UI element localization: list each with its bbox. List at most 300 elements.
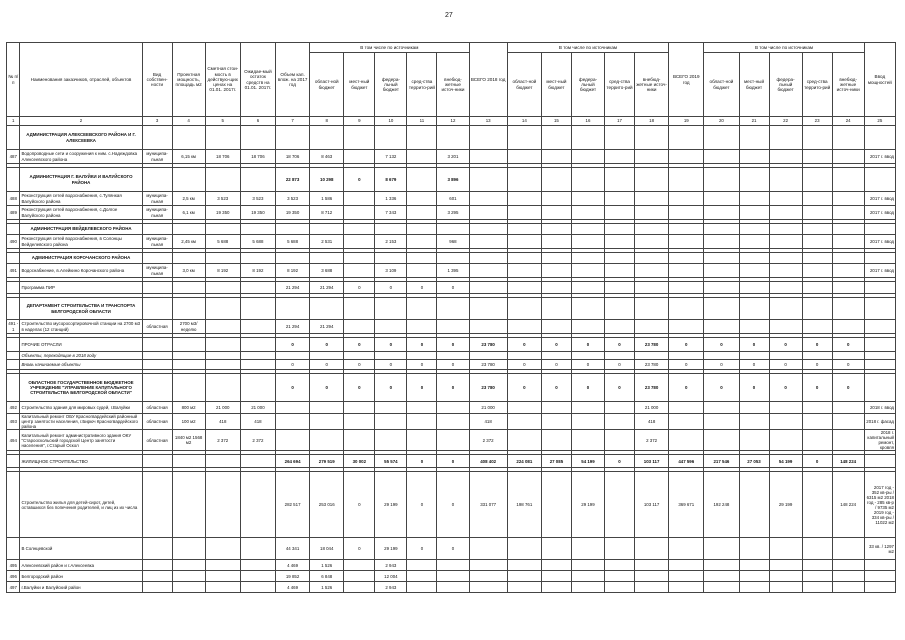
- cell-col-18: [635, 253, 669, 264]
- ownership-cell: [142, 282, 172, 294]
- column-number: 5: [205, 117, 240, 126]
- row-number-cell: [7, 282, 20, 294]
- row-number-cell: 489: [7, 206, 20, 220]
- cell-col-23: 0: [802, 360, 832, 370]
- capacity-cell: 800 м2: [172, 402, 205, 414]
- cell-col-9: [344, 298, 375, 320]
- cell-col-14: [507, 253, 541, 264]
- cell-col-21: [739, 282, 769, 294]
- table-row: [7, 150, 896, 164]
- cell-col-22: [769, 235, 802, 249]
- capacity-cell: [172, 224, 205, 235]
- capacity-cell: [172, 374, 205, 402]
- cell-col-12: 0: [437, 360, 469, 370]
- row-number-cell: 496: [7, 571, 20, 582]
- cell-col-24: [832, 582, 864, 593]
- row-number-cell: 497: [7, 582, 20, 593]
- cell-col-13: [469, 235, 507, 249]
- cell-col-14: [507, 352, 541, 360]
- capacity-cell: [172, 352, 205, 360]
- cell-col-20: [704, 571, 739, 582]
- cell-col-8: 21 294: [310, 282, 344, 294]
- capacity-cell: 2700 м3/ неделю: [172, 320, 205, 334]
- cell-col-5: [205, 352, 240, 360]
- cell-col-13: 23 780: [469, 360, 507, 370]
- cell-col-14: [507, 571, 541, 582]
- cell-col-15: [541, 560, 571, 571]
- cell-col-12: [437, 320, 469, 334]
- cell-col-13: [469, 206, 507, 220]
- column-number: 23: [802, 117, 832, 126]
- cell-col-23: [802, 150, 832, 164]
- cell-col-19: 0: [669, 360, 704, 370]
- cell-col-8: [310, 402, 344, 414]
- cell-col-23: 0: [802, 455, 832, 468]
- cell-col-8: 8 712: [310, 206, 344, 220]
- cell-col-20: [704, 582, 739, 593]
- column-number: 10: [375, 117, 407, 126]
- table-row: [7, 402, 896, 414]
- cell-col-16: [571, 414, 604, 430]
- cell-col-12: [437, 126, 469, 150]
- cell-col-12: [437, 402, 469, 414]
- row-number-cell: 493: [7, 414, 20, 430]
- cell-col-5: [205, 538, 240, 560]
- cell-col-17: [605, 264, 635, 278]
- cell-col-21: [739, 320, 769, 334]
- cell-col-9: [344, 414, 375, 430]
- cell-col-5: [205, 168, 240, 192]
- ownership-cell: областная: [142, 320, 172, 334]
- cell-col-16: [571, 168, 604, 192]
- investment-table-sheet: [6, 42, 896, 593]
- cell-col-13: [469, 264, 507, 278]
- capacity-cell: 1840 м2 1568 м2: [172, 430, 205, 451]
- cell-col-20: [704, 402, 739, 414]
- cell-col-19: [669, 126, 704, 150]
- cell-col-20: [704, 192, 739, 206]
- cell-col-7: 4 469: [276, 560, 310, 571]
- cell-col-15: [541, 414, 571, 430]
- cell-col-12: 0: [437, 538, 469, 560]
- cell-col-16: [571, 224, 604, 235]
- cell-col-21: [739, 352, 769, 360]
- cell-col-14: [507, 402, 541, 414]
- ownership-cell: [142, 360, 172, 370]
- cell-col-17: [605, 192, 635, 206]
- commissioning-cell: 2017 г. ввод: [864, 264, 895, 278]
- cell-col-20: 0: [704, 374, 739, 402]
- cell-col-15: [541, 235, 571, 249]
- commissioning-cell: [864, 360, 895, 370]
- cell-col-22: 0: [769, 374, 802, 402]
- cell-col-10: [375, 224, 407, 235]
- cell-col-13: [469, 538, 507, 560]
- cell-col-20: [704, 414, 739, 430]
- cell-col-14: [507, 168, 541, 192]
- cell-col-11: 0: [407, 282, 437, 294]
- cell-col-16: [571, 282, 604, 294]
- cell-col-11: [407, 571, 437, 582]
- cell-col-13: [469, 126, 507, 150]
- cell-col-7: [276, 352, 310, 360]
- cell-col-18: 2 372: [635, 430, 669, 451]
- row-name-cell: Реконструкция сетей водоснабжения, с.Долгое Валуйского района: [20, 206, 142, 220]
- table-row: [7, 338, 896, 352]
- cell-col-23: [802, 264, 832, 278]
- cell-col-7: 0: [276, 374, 310, 402]
- cell-col-24: [832, 571, 864, 582]
- ownership-cell: областная: [142, 414, 172, 430]
- cell-col-6: [240, 538, 275, 560]
- cell-col-24: [832, 414, 864, 430]
- cell-col-6: [240, 582, 275, 593]
- cell-col-16: [571, 402, 604, 414]
- cell-col-17: [605, 168, 635, 192]
- table-row: [7, 352, 896, 360]
- cell-col-17: 0: [605, 374, 635, 402]
- cell-col-8: [310, 224, 344, 235]
- cell-col-5: 5 688: [205, 235, 240, 249]
- cell-col-17: [605, 253, 635, 264]
- cell-col-21: [739, 560, 769, 571]
- cell-col-5: 21 000: [205, 402, 240, 414]
- cell-col-21: [739, 582, 769, 593]
- cell-col-15: [541, 538, 571, 560]
- cell-col-11: [407, 320, 437, 334]
- cell-col-8: [310, 430, 344, 451]
- cell-col-6: [240, 360, 275, 370]
- cell-col-20: [704, 538, 739, 560]
- cell-col-12: [437, 571, 469, 582]
- cell-col-5: [205, 224, 240, 235]
- column-number: 18: [635, 117, 669, 126]
- cell-col-16: [571, 253, 604, 264]
- row-number-cell: [7, 352, 20, 360]
- cell-col-8: 0: [310, 360, 344, 370]
- cell-col-10: 2 943: [375, 560, 407, 571]
- cell-col-12: 0: [437, 455, 469, 468]
- cell-col-19: [669, 320, 704, 334]
- cell-col-7: 22 873: [276, 168, 310, 192]
- header-estimated-cost: Сметная стои-мость в действую-щих ценах на 01.01. 2017г.: [205, 43, 240, 117]
- cell-col-17: 0: [605, 360, 635, 370]
- cell-col-12: [437, 253, 469, 264]
- cell-col-11: [407, 224, 437, 235]
- cell-col-15: 0: [541, 360, 571, 370]
- cell-col-7: 3 523: [276, 192, 310, 206]
- cell-col-22: [769, 560, 802, 571]
- cell-col-10: [375, 414, 407, 430]
- cell-col-5: 3 523: [205, 192, 240, 206]
- cell-col-23: [802, 320, 832, 334]
- cell-col-14: [507, 282, 541, 294]
- cell-col-17: [605, 571, 635, 582]
- cell-col-24: [832, 253, 864, 264]
- commissioning-cell: [864, 126, 895, 150]
- row-number-cell: [7, 126, 20, 150]
- ownership-cell: муниципа-льная: [142, 206, 172, 220]
- cell-col-17: [605, 320, 635, 334]
- commissioning-cell: [864, 374, 895, 402]
- commissioning-cell: 2017 г. ввод: [864, 192, 895, 206]
- row-name-cell: Вновь начинаемые объекты: [20, 360, 142, 370]
- table-body: [7, 126, 896, 593]
- cell-col-7: 44 341: [276, 538, 310, 560]
- table-row: [7, 168, 896, 192]
- cell-col-21: [739, 538, 769, 560]
- cell-col-9: [344, 235, 375, 249]
- cell-col-13: 23 780: [469, 338, 507, 352]
- column-number: 22: [769, 117, 802, 126]
- cell-col-18: [635, 150, 669, 164]
- cell-col-6: [240, 374, 275, 402]
- cell-col-14: [507, 126, 541, 150]
- cell-col-10: 3 109: [375, 264, 407, 278]
- row-number-cell: 488: [7, 192, 20, 206]
- header-row-1: [7, 43, 896, 53]
- column-number: 9: [344, 117, 375, 126]
- ownership-cell: [142, 582, 172, 593]
- cell-col-8: 6 848: [310, 571, 344, 582]
- row-name-cell: ЖИЛИЩНОЕ СТРОИТЕЛЬСТВО: [20, 455, 142, 468]
- cell-col-10: 12 004: [375, 571, 407, 582]
- cell-col-22: [769, 352, 802, 360]
- commissioning-cell: [864, 224, 895, 235]
- cell-col-14: 0: [507, 374, 541, 402]
- cell-col-24: [832, 538, 864, 560]
- cell-col-5: [205, 338, 240, 352]
- cell-col-6: [240, 455, 275, 468]
- cell-col-22: [769, 206, 802, 220]
- cell-col-19: [669, 282, 704, 294]
- cell-col-20: [704, 126, 739, 150]
- cell-col-11: [407, 264, 437, 278]
- cell-col-13: 21 000: [469, 402, 507, 414]
- cell-col-22: [769, 582, 802, 593]
- cell-col-21: [739, 430, 769, 451]
- header-regional: област-ной бюджет: [310, 53, 344, 117]
- cell-col-14: [507, 430, 541, 451]
- cell-col-9: [344, 253, 375, 264]
- header-federal: федера-льный бюджет: [769, 53, 802, 117]
- cell-col-19: [669, 582, 704, 593]
- cell-col-7: 18 706: [276, 150, 310, 164]
- cell-col-10: [375, 298, 407, 320]
- header-local: мест-ный бюджет: [739, 53, 769, 117]
- cell-col-13: [469, 224, 507, 235]
- cell-col-22: [769, 264, 802, 278]
- cell-col-19: [669, 235, 704, 249]
- cell-col-24: [832, 560, 864, 571]
- cell-col-17: [605, 472, 635, 538]
- cell-col-13: [469, 150, 507, 164]
- table-row: [7, 253, 896, 264]
- cell-col-15: [541, 168, 571, 192]
- commissioning-cell: [864, 338, 895, 352]
- cell-col-19: 0: [669, 338, 704, 352]
- cell-col-24: [832, 126, 864, 150]
- cell-col-11: 0: [407, 472, 437, 538]
- cell-col-8: 0: [310, 374, 344, 402]
- cell-col-14: 198 761: [507, 472, 541, 538]
- cell-col-12: 1 395: [437, 264, 469, 278]
- cell-col-23: [802, 472, 832, 538]
- cell-col-6: [240, 338, 275, 352]
- cell-col-20: [704, 282, 739, 294]
- column-number: 20: [704, 117, 739, 126]
- table-row: [7, 560, 896, 571]
- cell-col-15: [541, 320, 571, 334]
- cell-col-19: [669, 192, 704, 206]
- cell-col-13: [469, 253, 507, 264]
- row-name-cell: АДМИНИСТРАЦИЯ АЛЕКСЕЕВСКОГО РАЙОНА И Г. АЛЕКСЕЕВКА: [20, 126, 142, 150]
- capacity-cell: [172, 360, 205, 370]
- cell-col-18: [635, 264, 669, 278]
- cell-col-12: [437, 352, 469, 360]
- cell-col-9: [344, 150, 375, 164]
- cell-col-5: [205, 571, 240, 582]
- commissioning-cell: [864, 320, 895, 334]
- column-number: 17: [605, 117, 635, 126]
- cell-col-17: [605, 235, 635, 249]
- cell-col-10: [375, 320, 407, 334]
- header-name: Наименования заказчиков, отраслей, объектов: [20, 43, 142, 117]
- cell-col-20: [704, 320, 739, 334]
- cell-col-11: 0: [407, 374, 437, 402]
- cell-col-19: 369 671: [669, 472, 704, 538]
- cell-col-6: 3 523: [240, 192, 275, 206]
- row-number-cell: 490: [7, 235, 20, 249]
- cell-col-23: [802, 126, 832, 150]
- commissioning-cell: [864, 168, 895, 192]
- cell-col-24: [832, 150, 864, 164]
- cell-col-19: 447 596: [669, 455, 704, 468]
- cell-col-22: [769, 414, 802, 430]
- cell-col-20: [704, 352, 739, 360]
- commissioning-cell: 2018 г. фасад: [864, 414, 895, 430]
- cell-col-16: [571, 352, 604, 360]
- cell-col-14: [507, 206, 541, 220]
- cell-col-20: [704, 264, 739, 278]
- cell-col-22: [769, 126, 802, 150]
- row-name-cell: Строительство жилья для детей-сирот, детей, оставшихся без попечения родителей, и лиц из их числа: [20, 472, 142, 538]
- cell-col-23: [802, 582, 832, 593]
- capacity-cell: [172, 126, 205, 150]
- cell-col-21: [739, 571, 769, 582]
- cell-col-19: [669, 168, 704, 192]
- cell-col-19: [669, 150, 704, 164]
- table-row: [7, 224, 896, 235]
- cell-col-10: 0: [375, 282, 407, 294]
- cell-col-11: [407, 192, 437, 206]
- cell-col-24: 148 224: [832, 472, 864, 538]
- cell-col-22: 0: [769, 360, 802, 370]
- header-group-2018: В том числе по источникам: [507, 43, 668, 53]
- capacity-cell: [172, 298, 205, 320]
- row-number-cell: [7, 253, 20, 264]
- cell-col-10: 55 574: [375, 455, 407, 468]
- commissioning-cell: 33 кв. / 1297 м2: [864, 538, 895, 560]
- cell-col-16: [571, 206, 604, 220]
- cell-col-6: [240, 168, 275, 192]
- row-name-cell: В Солнцевской: [20, 538, 142, 560]
- cell-col-9: [344, 430, 375, 451]
- cell-col-9: [344, 352, 375, 360]
- cell-col-9: [344, 192, 375, 206]
- cell-col-17: [605, 150, 635, 164]
- table-row: [7, 235, 896, 249]
- column-number: 11: [407, 117, 437, 126]
- ownership-cell: [142, 168, 172, 192]
- cell-col-22: [769, 320, 802, 334]
- row-number-cell: [7, 374, 20, 402]
- capacity-cell: [172, 253, 205, 264]
- cell-col-12: [437, 224, 469, 235]
- capacity-cell: [172, 560, 205, 571]
- cell-col-7: 4 469: [276, 582, 310, 593]
- cell-col-12: 0: [437, 472, 469, 538]
- cell-col-8: [310, 298, 344, 320]
- header-extrabudget: внебюд-жетные источ-ники: [832, 53, 864, 117]
- capacity-cell: 2,45 км: [172, 235, 205, 249]
- ownership-cell: [142, 126, 172, 150]
- cell-col-15: [541, 352, 571, 360]
- cell-col-15: [541, 571, 571, 582]
- cell-col-18: 103 117: [635, 472, 669, 538]
- ownership-cell: муниципа-льная: [142, 192, 172, 206]
- cell-col-19: [669, 560, 704, 571]
- cell-col-23: [802, 571, 832, 582]
- cell-col-19: [669, 414, 704, 430]
- cell-col-17: 0: [605, 455, 635, 468]
- row-number-cell: [7, 224, 20, 235]
- commissioning-cell: 2017 г. ввод: [864, 150, 895, 164]
- cell-col-23: [802, 253, 832, 264]
- cell-col-9: [344, 582, 375, 593]
- cell-col-6: [240, 126, 275, 150]
- cell-col-9: [344, 571, 375, 582]
- cell-col-21: [739, 168, 769, 192]
- table-row: [7, 582, 896, 593]
- table-row: [7, 538, 896, 560]
- cell-col-22: [769, 538, 802, 560]
- cell-col-11: 0: [407, 360, 437, 370]
- cell-col-14: 0: [507, 360, 541, 370]
- cell-col-19: [669, 253, 704, 264]
- column-number: 8: [310, 117, 344, 126]
- cell-col-24: 0: [832, 374, 864, 402]
- cell-col-6: [240, 253, 275, 264]
- cell-col-11: [407, 430, 437, 451]
- column-number-row: [7, 117, 896, 126]
- cell-col-5: 19 350: [205, 206, 240, 220]
- cell-col-17: [605, 402, 635, 414]
- cell-col-18: 21 000: [635, 402, 669, 414]
- cell-col-5: [205, 455, 240, 468]
- cell-col-24: [832, 430, 864, 451]
- commissioning-cell: 2018 г. капитальный ремонт, кровля: [864, 430, 895, 451]
- row-number-cell: [7, 538, 20, 560]
- cell-col-24: 0: [832, 360, 864, 370]
- cell-col-23: 0: [802, 374, 832, 402]
- cell-col-17: 0: [605, 338, 635, 352]
- cell-col-17: [605, 352, 635, 360]
- cell-col-18: [635, 582, 669, 593]
- cell-col-24: [832, 206, 864, 220]
- capacity-cell: [172, 282, 205, 294]
- row-name-cell: АДМИНИСТРАЦИЯ Г. ВАЛУЙКИ И ВАЛУЙСКОГО РАЙОНА: [20, 168, 142, 192]
